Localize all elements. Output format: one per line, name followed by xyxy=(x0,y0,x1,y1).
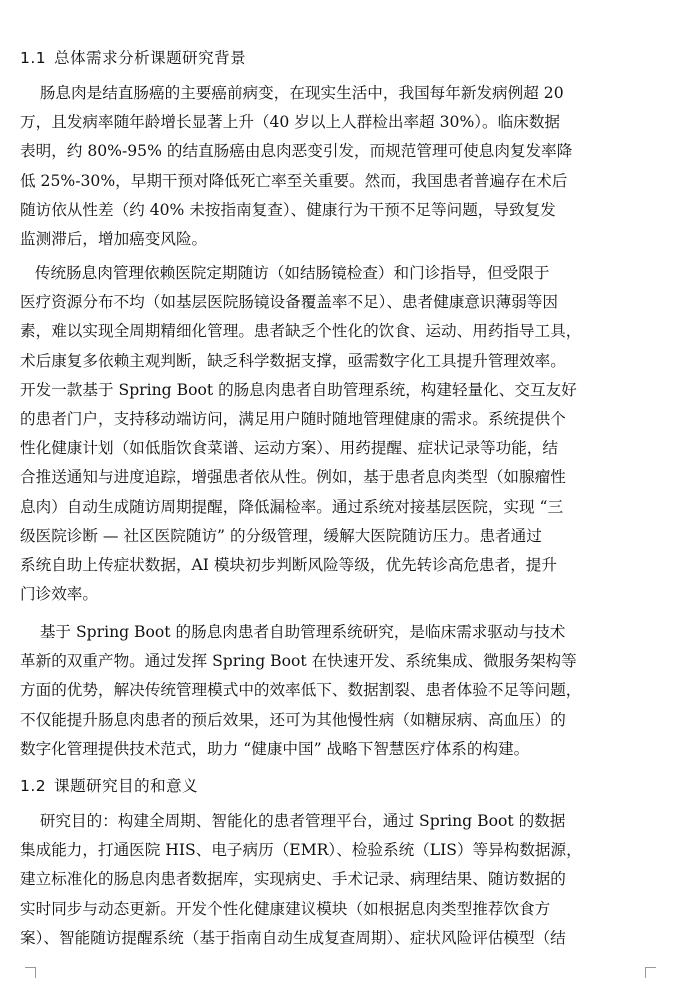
section-number: 1.2 xyxy=(20,777,47,795)
text-line: 传统肠息肉管理依赖医院定期随访（如结肠镜检查）和门诊指导，但受限于 xyxy=(20,264,550,282)
section-heading-1-1 xyxy=(20,46,246,68)
text-line: 素，难以实现全周期精细化管理。患者缺乏个性化的饮食、运动、用药指导工具， xyxy=(20,322,582,341)
text-line: 低 25%-30%，早期干预对降低死亡率至关重要。然而，我国患者普遍存在术后 xyxy=(20,171,568,190)
section-title: 课题研究目的和意义 xyxy=(54,777,199,795)
text-line: 息肉）自动生成随访周期提醒，降低漏检率。通过系统对接基层医院，实现 “三 xyxy=(20,497,564,516)
paragraph-background-2 xyxy=(20,259,642,609)
text-line: 实时同步与动态更新。开发个性化健康建议模块（如根据息肉类型推荐饮食方 xyxy=(20,899,551,918)
paragraph-purpose xyxy=(20,807,642,953)
text-line: 随访依从性差（约 40% 未按指南复查）、健康行为干预不足等问题，导致复发 xyxy=(20,200,556,219)
text-line: 建立标准化的肠息肉患者数据库，实现病史、手术记录、病理结果、随访数据的 xyxy=(20,870,566,889)
text-line: 性化健康计划（如低脂饮食菜谱、运动方案）、用药提醒、症状记录等功能，结 xyxy=(20,439,558,458)
text-line: 集成能力，打通医院 HIS、电子病历（EMR）、检验系统（LIS）等异构数据源， xyxy=(20,841,582,860)
paragraph-background-1 xyxy=(20,79,642,254)
text-line: 表明，约 80%-95% 的结直肠癌由息肉恶变引发，而规范管理可使息肉复发率降 xyxy=(20,142,573,161)
text-line: 不仅能提升肠息肉患者的预后效果，还可为其他慢性病（如糖尿病、高血压）的 xyxy=(20,710,566,729)
text-line: 数字化管理提供技术范式，助力 “健康中国” 战略下智慧医疗体系的构建。 xyxy=(20,739,530,758)
paragraph-background-3 xyxy=(20,618,642,764)
section-title: 总体需求分析课题研究背景 xyxy=(54,49,247,67)
text-line: 术后康复多依赖主观判断，缺乏科学数据支撑，亟需数字化工具提升管理效率。 xyxy=(20,351,566,370)
text-line: 合推送通知与进度追踪，增强患者依从性。例如，基于患者息肉类型（如腺瘤性 xyxy=(20,468,566,487)
text-line: 监测滞后，增加癌变风险。 xyxy=(20,230,208,249)
section-heading-1-2 xyxy=(20,774,198,796)
text-line: 肠息肉是结直肠癌的主要癌前病变，在现实生活中，我国每年新发病例超 20 xyxy=(20,84,564,102)
crop-mark-right xyxy=(645,967,656,978)
text-line: 系统自助上传症状数据，AI 模块初步判断风险等级，优先转诊高危患者，提升 xyxy=(20,556,557,575)
text-line: 门诊效率。 xyxy=(20,585,98,604)
text-line: 基于 Spring Boot 的肠息肉患者自助管理系统研究，是临床需求驱动与技术 xyxy=(20,623,566,641)
text-line: 案）、智能随访提醒系统（基于指南自动生成复查周期）、症状风险评估模型（结 xyxy=(20,928,566,947)
section-number: 1.1 xyxy=(20,49,47,67)
text-line: 的患者门户，支持移动端访问，满足用户随时随地管理健康的需求。系统提供个 xyxy=(20,410,566,429)
text-line: 医疗资源分布不均（如基层医院肠镜设备覆盖率不足）、患者健康意识薄弱等因 xyxy=(20,293,558,312)
crop-mark-left xyxy=(25,967,36,978)
text-line: 研究目的：构建全周期、智能化的患者管理平台，通过 Spring Boot 的数据 xyxy=(20,812,566,830)
text-line: 革新的双重产物。通过发挥 Spring Boot 在快速开发、系统集成、微服务架构等 xyxy=(20,652,577,671)
text-line: 方面的优势，解决传统管理模式中的效率低下、数据割裂、患者体验不足等问题， xyxy=(20,681,582,700)
text-line: 开发一款基于 Spring Boot 的肠息肉患者自助管理系统，构建轻量化、交互友好 xyxy=(20,380,577,399)
text-line: 万，且发病率随年龄增长显著上升（40 岁以上人群检出率超 30%）。临床数据 xyxy=(20,113,561,132)
text-line: 级医院诊断 — 社区医院随访” 的分级管理，缓解大医院随访压力。患者通过 xyxy=(20,526,542,545)
